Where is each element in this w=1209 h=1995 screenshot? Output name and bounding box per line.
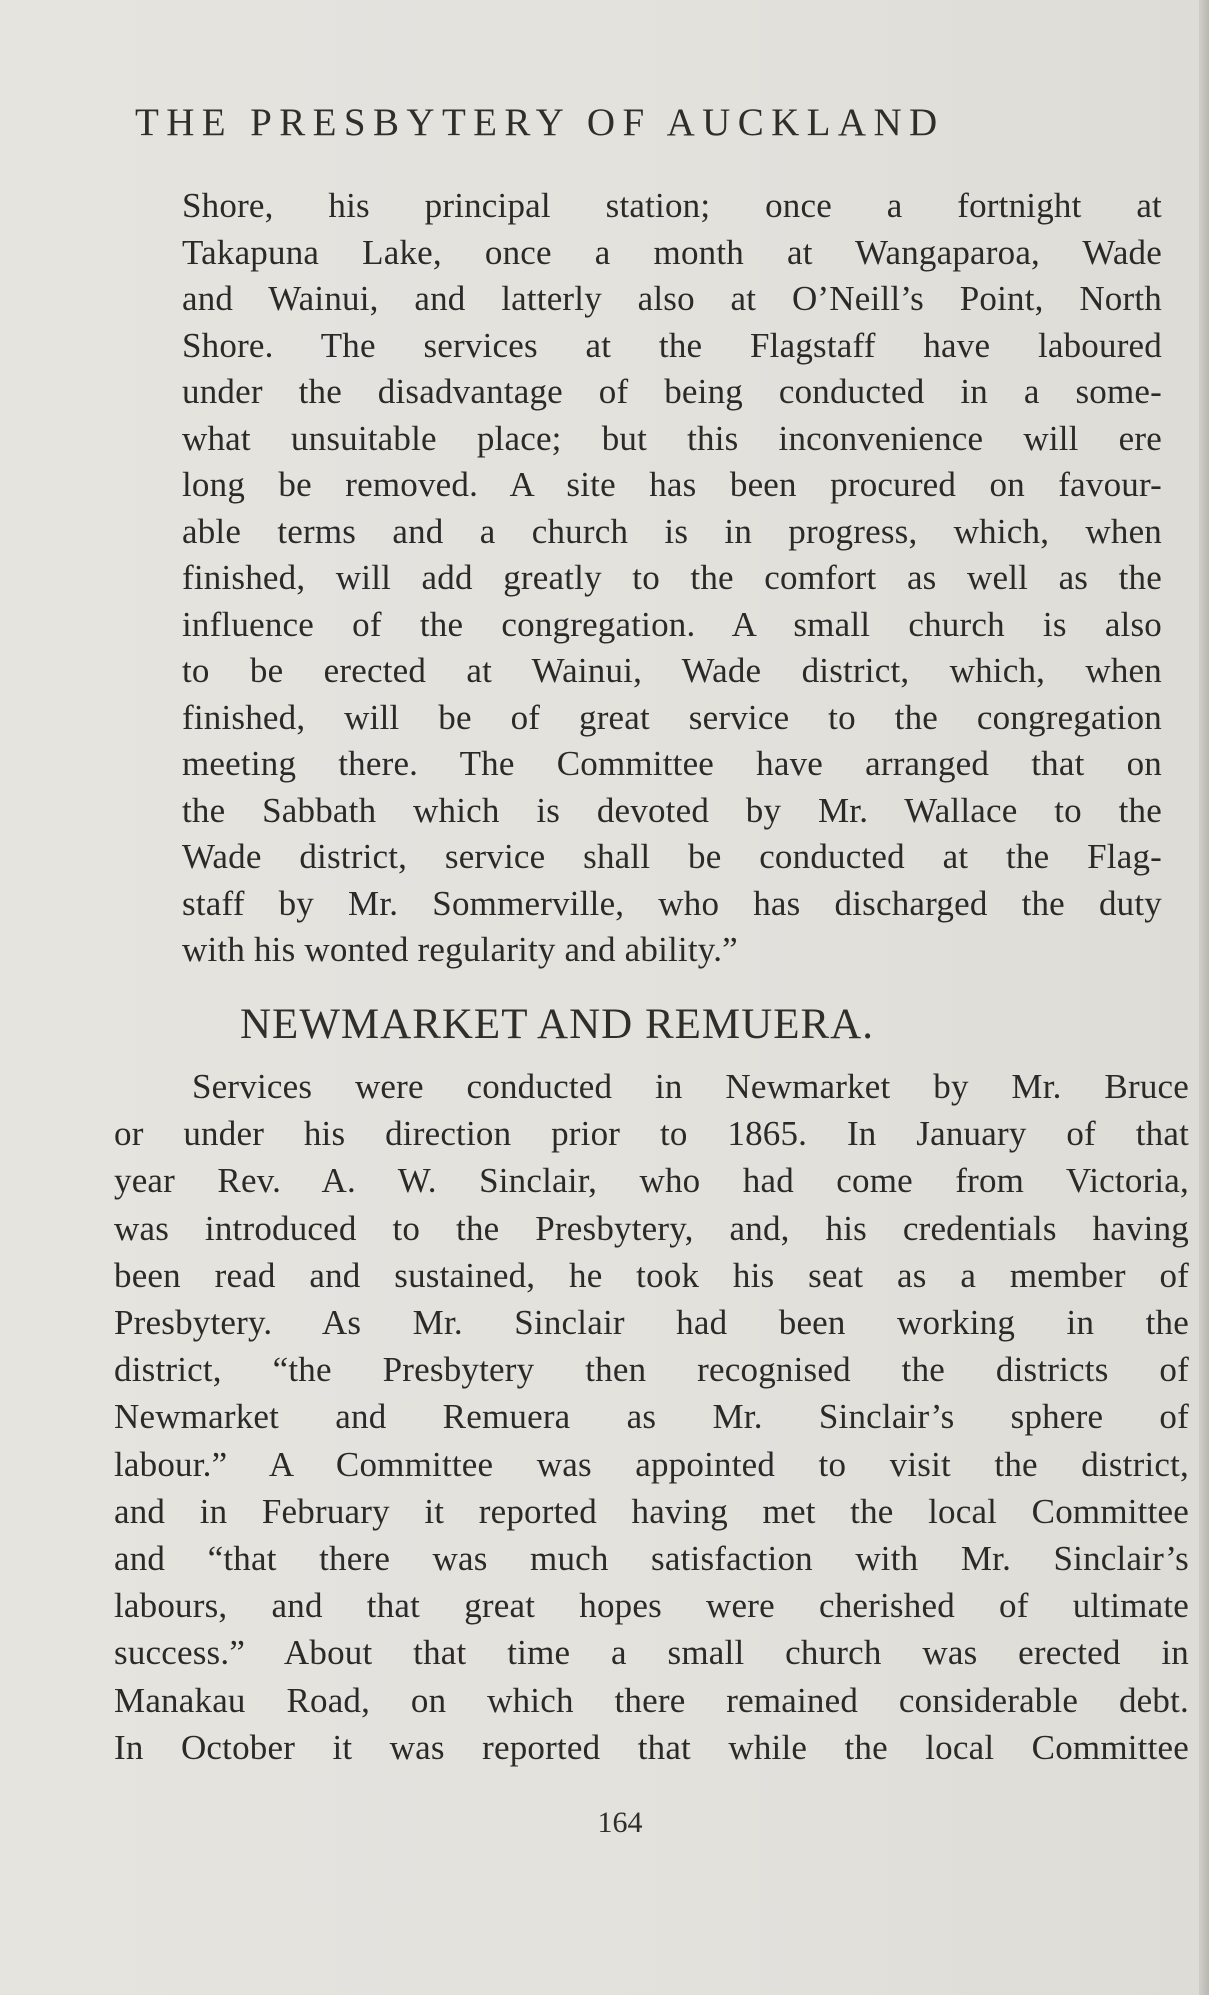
text-line: the Sabbath which is devoted by Mr. Wallace to the [182,790,1162,830]
text-line: year Rev. A. W. Sinclair, who had come from Victoria, [114,1161,1189,1201]
text-line: labour.” A Committee was appointed to visit the district, [114,1444,1189,1484]
text-line: was introduced to the Presbytery, and, his credentials having [114,1208,1189,1248]
text-line: Takapuna Lake, once a month at Wangaparoa, Wade [182,232,1162,272]
text-line: Manakau Road, on which there remained considerable debt. [114,1680,1189,1720]
text-line: Shore. The services at the Flagstaff have laboured [182,325,1162,365]
section-paragraph [114,1063,1189,1771]
text-line: Services were conducted in Newmarket by Mr. Bruce [192,1067,1189,1106]
text-line: finished, will be of great service to the congregation [182,697,1162,737]
text-line: Newmarket and Remuera as Mr. Sinclair’s sphere of [114,1397,1189,1437]
text-line: or under his direction prior to 1865. In January of that [114,1114,1189,1154]
text-line: under the disadvantage of being conducted in a some- [182,372,1162,411]
text-line: what unsuitable place; but this inconvenience will ere [182,418,1162,458]
text-line: meeting there. The Committee have arranged that on [182,744,1162,783]
continuation-paragraph [182,183,1162,974]
text-line: and Wainui, and latterly also at O’Neill’s Point, North [182,279,1162,318]
text-line: Wade district, service shall be conducted at the Flag- [182,837,1162,876]
text-line: able terms and a church is in progress, which, when [182,511,1162,551]
text-line: staff by Mr. Sommerville, who has discharged the duty [182,883,1162,923]
text-line: Shore, his principal station; once a fortnight at [182,186,1162,225]
text-line: district, “the Presbytery then recognised the districts of [114,1350,1189,1390]
text-line: finished, will add greatly to the comfort as well as the [182,558,1162,597]
text-line: and in February it reported having met the local Committee [114,1491,1189,1531]
running-head: THE PRESBYTERY OF AUCKLAND [135,101,945,144]
section-heading: NEWMARKET AND REMUERA. [240,1001,874,1048]
text-line: to be erected at Wainui, Wade district, which, when [182,651,1162,690]
text-line: with his wonted regularity and ability.” [182,930,738,969]
text-line: Presbytery. As Mr. Sinclair had been working in the [114,1303,1189,1343]
text-line: long be removed. A site has been procured on favour- [182,465,1162,504]
text-line: success.” About that time a small church was erected in [114,1633,1189,1673]
text-line: labours, and that great hopes were cherished of ultimate [114,1586,1189,1626]
text-line: In October it was reported that while the local Committee [114,1727,1189,1767]
text-line: and “that there was much satisfaction with Mr. Sinclair’s [114,1539,1189,1579]
page-edge-shadow [1199,0,1209,1995]
page-number: 164 [597,1806,643,1839]
text-line: influence of the congregation. A small church is also [182,604,1162,644]
text-line: been read and sustained, he took his seat as a member of [114,1255,1189,1295]
